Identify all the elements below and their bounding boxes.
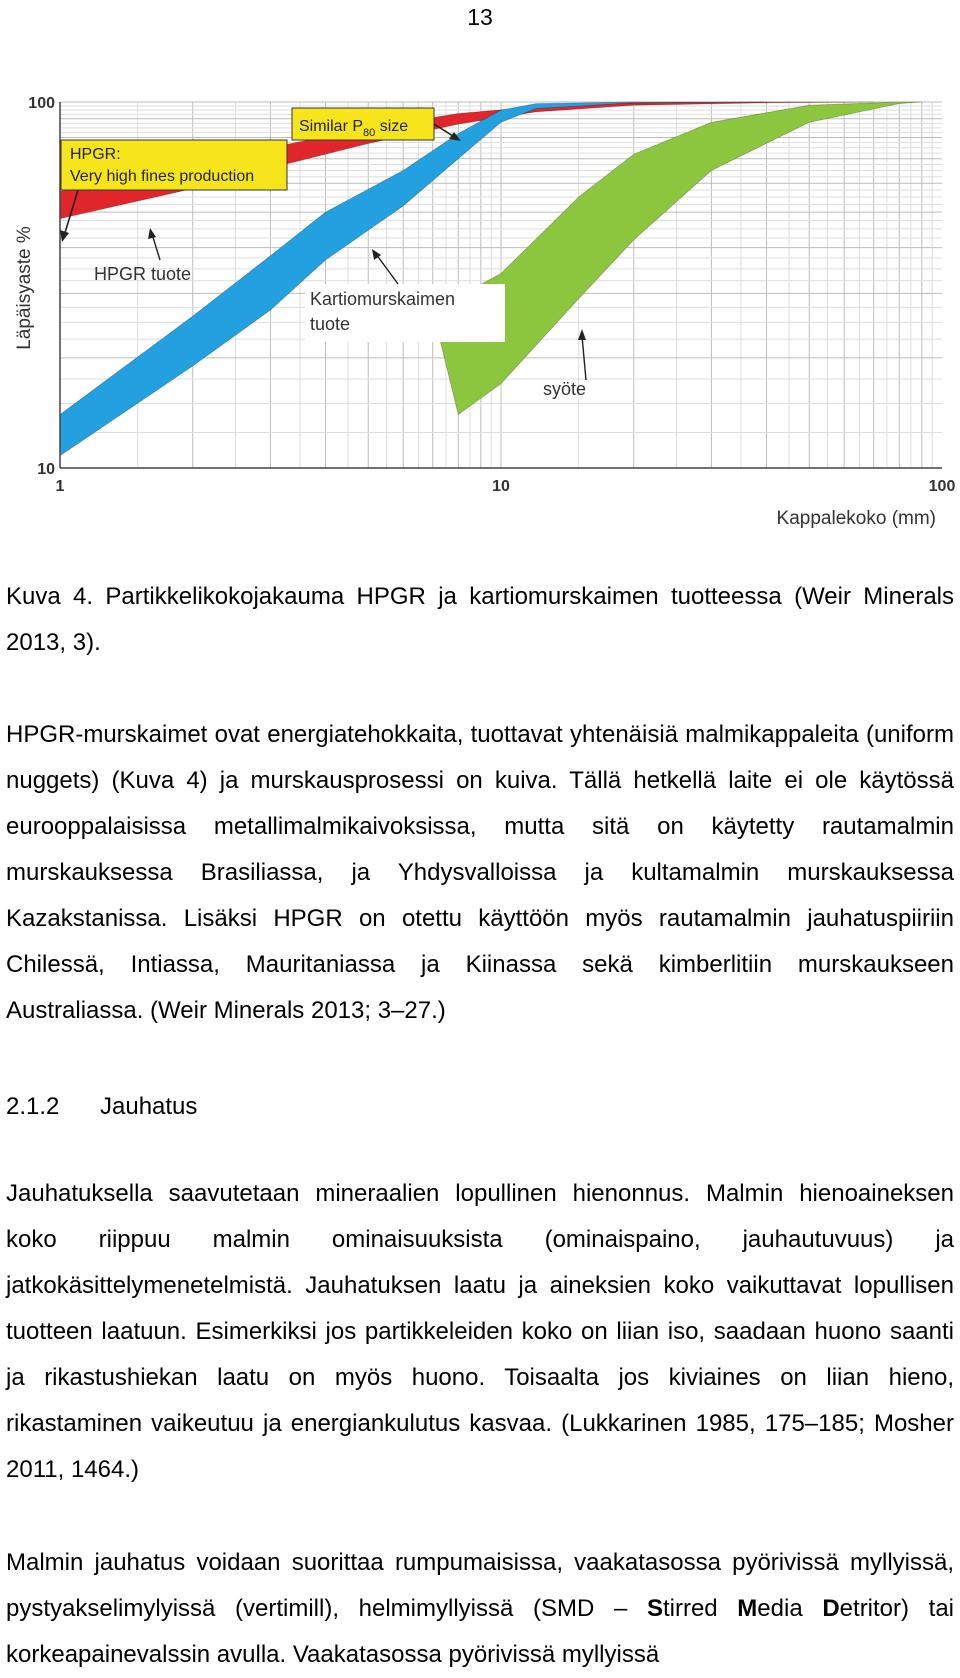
mills-d-bold: D [822,1595,840,1622]
mills-m-bold: M [737,1595,758,1622]
paragraph-grinding-text: Jauhatuksella saavutetaan mineraalien lopullinen hienonnus. Malmin hienoaineksen koko riippuu malmin ominaisuuksista (ominaispaino, jauhautuvuus) ja jatkokäsittelymenetelmistä. Jauhatuksen laatu ja aineksien koko vaikuttavat lopullisen tuotteen laatuun. Esimerkiksi jos partikkeleiden koko on liian iso, saadaan huono saanti ja rikastushiekan laatu on myös huono. Toisaalta jos kiviaines on liian hieno, rikastaminen vaikeutuu ja energiankulutus kasvaa. (Lukkarinen 1985, 175–185; Mosher 2011, 1464.) [6,1180,954,1483]
y-tick-label: 10 [37,461,55,478]
feed-label: syöte [543,379,587,399]
figure-caption-text: Kuva 4. Partikkelikokojakauma HPGR ja kartiomurskaimen tuotteessa (Weir Minerals 2013, 3). [6,583,954,656]
section-number: 2.1.2 [6,1093,60,1120]
x-tick-label: 1 [55,478,65,495]
particle-size-chart [0,88,960,575]
section-title: Jauhatus [100,1093,198,1120]
paragraph-hpgr-text: HPGR-murskaimet ovat energiatehokkaita, tuottavat yhtenäisiä malmikappaleita (uniform nuggets) (Kuva 4) ja murskausprosessi on kuiva. Tällä hetkellä laite ei ole käytössä eurooppalaisissa metallimalmikaivoksissa, mutta sitä on käytetty rautamalmin murskauksessa Brasiliassa, ja Yhdysvalloissa ja kultamalmin murskauksessa Kazakstanissa. Lisäksi HPGR on otettu käyttöön myös rautamalmin jauhatuspiiriin Chilessä, Intiassa, Mauritaniassa ja Kiinassa sekä kimberlitiin murskaukseen Australiassa. (Weir Minerals 2013; 3–27.) [6,721,954,1024]
p80-main: Similar P [299,118,364,135]
paragraph-mills-text [6,1540,954,1678]
y-tick-label: 100 [28,95,55,112]
page-number: 13 [467,4,493,30]
hpgr-tuote-label: HPGR tuote [94,264,192,284]
mills-part2: etritor) tai korkeapainevalssin avulla. Vaakatasossa pyörivissä myllyissä [6,1595,955,1668]
mills-m-rest: edia [757,1595,823,1622]
chart-svg [0,88,960,575]
mills-s-rest: tirred [662,1595,738,1622]
x-axis-label: Kappalekoko (mm) [776,508,936,529]
hpgr-fines-callout-line1: HPGR: [70,146,121,163]
feed-label-arrowhead [578,329,586,340]
p80-suffix: size [375,118,409,135]
cone-label-line2: tuote [310,314,351,334]
cone-label-line1: Kartiomurskaimen [310,289,456,309]
hpgr-tuote-arrowhead [148,228,156,239]
y-axis-label: Läpäisyaste % [14,226,35,350]
section-heading [6,1084,197,1130]
hpgr-fines-callout-line2: Very high fines production [70,168,255,185]
figure-caption [6,574,954,666]
p80-sub: 80 [363,127,376,139]
mills-part1: Malmin jauhatus voidaan suorittaa rumpumaisissa, vaakatasossa pyörivissä myllyissä, pystyakselimylyissä (vertimill), helmimyllyissä (SMD – [6,1549,954,1622]
x-tick-label: 10 [492,478,510,495]
hpgr-fines-arrowhead [60,230,69,242]
paragraph-mills [6,1540,954,1678]
paragraph-hpgr [6,712,954,1034]
x-tick-label: 100 [928,478,956,495]
paragraph-grinding [6,1171,954,1493]
mills-s-bold: S [646,1595,663,1622]
